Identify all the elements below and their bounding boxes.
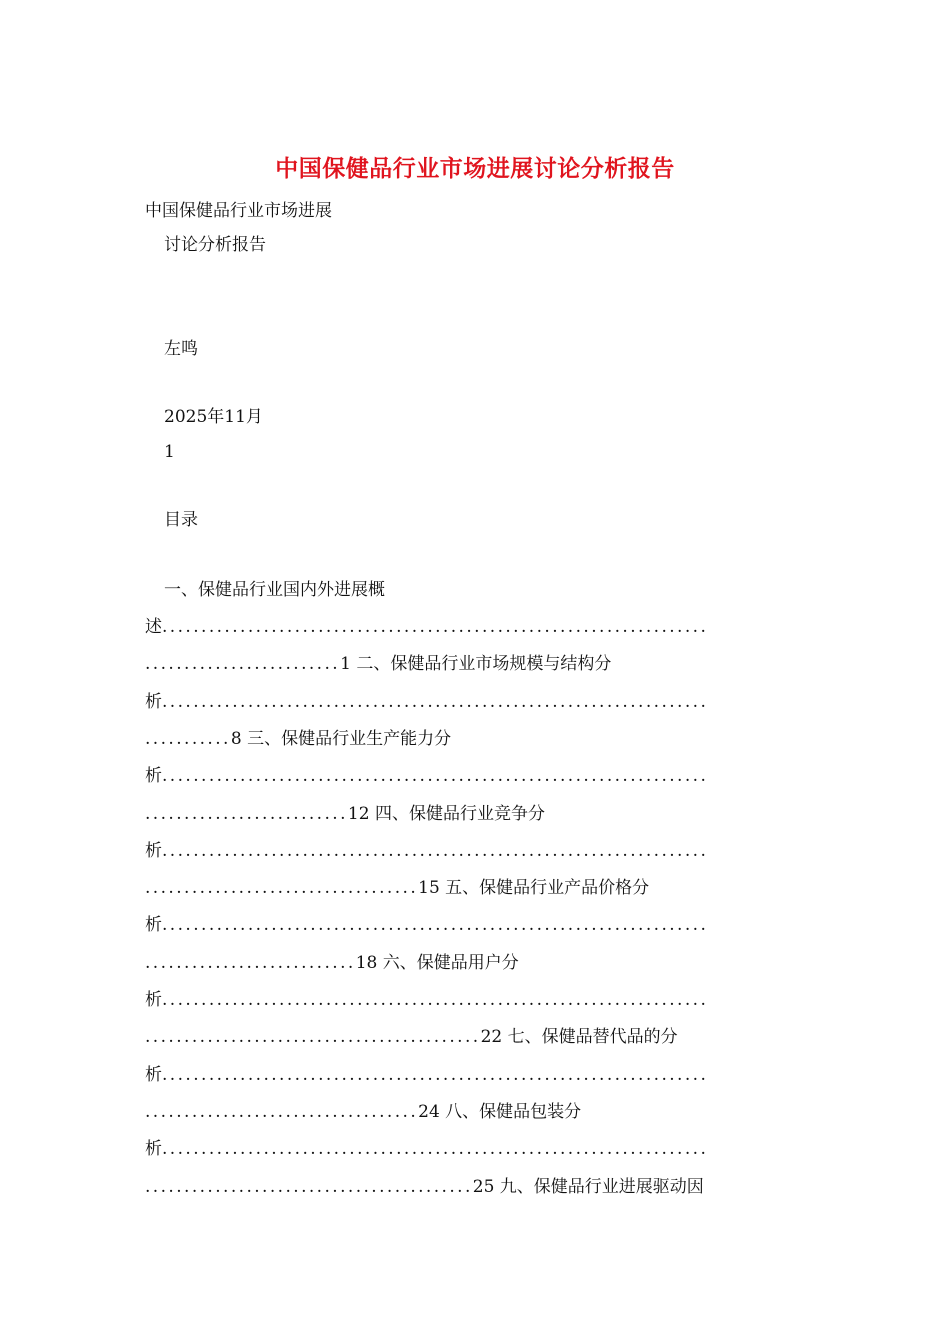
toc-row: 析...................................................................... xyxy=(145,1064,709,1085)
toc-row: 析...................................................................... xyxy=(145,915,709,936)
document-title: 中国保健品行业市场进展讨论分析报告 xyxy=(275,155,675,182)
report-date: 2025年11月 xyxy=(164,407,263,427)
toc-row: ...........8 三、保健品行业生产能力分 xyxy=(145,728,452,749)
cover-line-1: 中国保健品行业市场进展 xyxy=(145,201,332,221)
toc-row: ...........................................22 七、保健品替代品的分 xyxy=(145,1027,678,1048)
toc-row: .........................1 二、保健品行业市场规模与结构分 xyxy=(145,654,612,675)
toc-row: ..........................................25 九、保健品行业进展驱动因 xyxy=(145,1176,704,1197)
toc-heading: 目录 xyxy=(164,510,198,530)
toc-row: 析...................................................................... xyxy=(145,766,709,787)
toc-row: 析...................................................................... xyxy=(145,1139,709,1160)
toc-row: 析...................................................................... xyxy=(145,990,709,1010)
toc-row: ...................................15 五、保健品行业产品价格分 xyxy=(145,878,650,899)
toc-row: ..........................12 四、保健品行业竞争分 xyxy=(145,803,545,824)
page-number: 1 xyxy=(164,442,175,462)
toc-row: 析...................................................................... xyxy=(145,840,709,861)
toc-intro: 一、保健品行业国内外进展概 xyxy=(164,580,385,600)
author-name: 左鸣 xyxy=(164,339,198,359)
toc-row: 述...................................................................... xyxy=(145,617,709,637)
cover-line-2: 讨论分析报告 xyxy=(164,235,266,255)
toc-row: ...........................18 六、保健品用户分 xyxy=(145,952,519,973)
toc-row: 析...................................................................... xyxy=(145,691,709,712)
toc-row: ...................................24 八、保健品包装分 xyxy=(145,1101,582,1122)
